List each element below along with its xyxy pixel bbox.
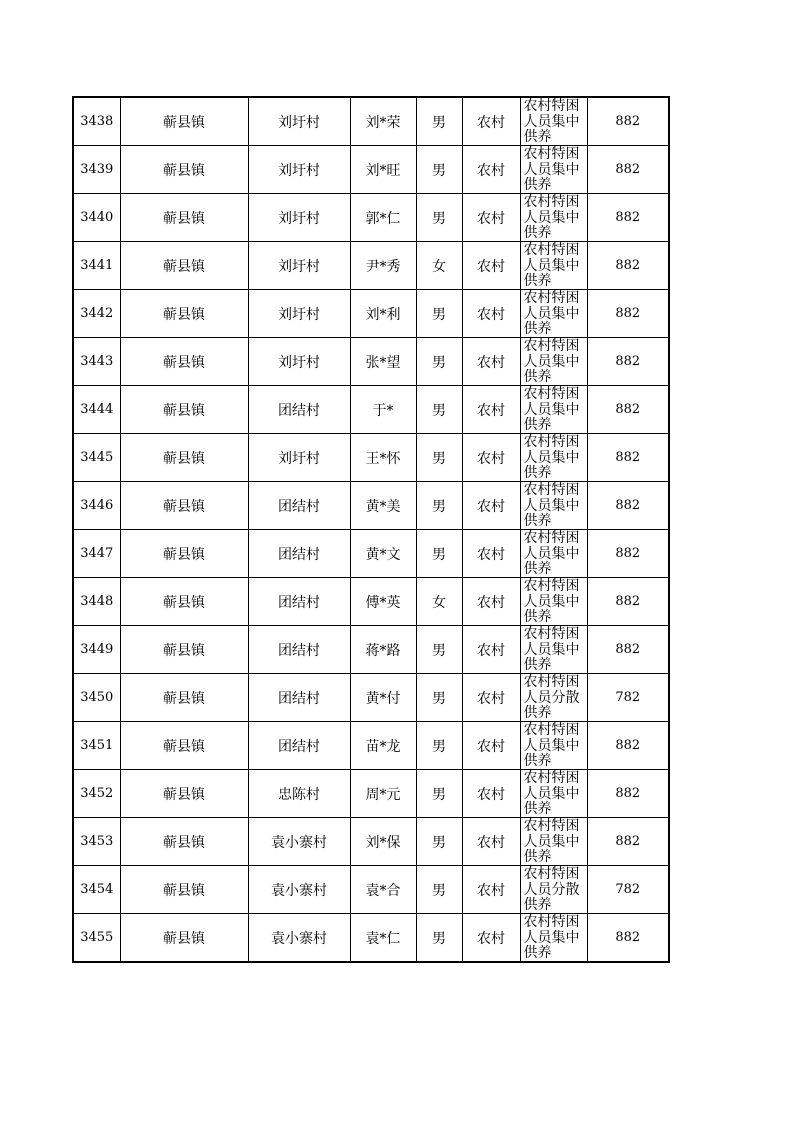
village-cell: 团结村 <box>248 530 350 578</box>
table-row <box>73 770 669 818</box>
support-category-text: 农村特困人员集中供养 <box>523 530 580 577</box>
residence-cell: 农村 <box>462 338 520 386</box>
town-cell: 蕲县镇 <box>120 482 248 530</box>
table-row <box>73 386 669 434</box>
support-category-cell <box>520 434 587 482</box>
support-category-text: 农村特困人员集中供养 <box>523 434 580 481</box>
table-row <box>73 482 669 530</box>
village-cell: 袁小寨村 <box>248 914 350 963</box>
support-category-cell <box>520 482 587 530</box>
name-cell: 周*元 <box>350 770 416 818</box>
amount-cell: 882 <box>587 770 669 818</box>
table-row <box>73 818 669 866</box>
residence-cell: 农村 <box>462 482 520 530</box>
residence-cell: 农村 <box>462 194 520 242</box>
village-cell: 袁小寨村 <box>248 866 350 914</box>
amount-cell: 882 <box>587 194 669 242</box>
gender-cell: 男 <box>416 434 462 482</box>
name-cell: 袁*仁 <box>350 914 416 963</box>
residence-cell: 农村 <box>462 770 520 818</box>
row-id-cell: 3452 <box>73 770 120 818</box>
support-category-text: 农村特困人员集中供养 <box>523 770 580 817</box>
gender-cell: 女 <box>416 578 462 626</box>
support-category-cell <box>520 386 587 434</box>
support-category-cell <box>520 818 587 866</box>
support-category-text: 农村特困人员集中供养 <box>523 242 580 289</box>
name-cell: 袁*合 <box>350 866 416 914</box>
village-cell: 袁小寨村 <box>248 818 350 866</box>
residence-cell: 农村 <box>462 386 520 434</box>
support-category-text: 农村特困人员集中供养 <box>523 338 580 385</box>
residence-cell: 农村 <box>462 674 520 722</box>
gender-cell: 男 <box>416 530 462 578</box>
village-cell: 团结村 <box>248 722 350 770</box>
row-id-cell: 3445 <box>73 434 120 482</box>
row-id-cell: 3447 <box>73 530 120 578</box>
support-category-cell <box>520 194 587 242</box>
support-category-text: 农村特困人员分散供养 <box>523 866 580 913</box>
gender-cell: 男 <box>416 386 462 434</box>
row-id-cell: 3442 <box>73 290 120 338</box>
row-id-cell: 3439 <box>73 146 120 194</box>
village-cell: 刘圩村 <box>248 434 350 482</box>
name-cell: 黄*付 <box>350 674 416 722</box>
amount-cell: 882 <box>587 818 669 866</box>
village-cell: 刘圩村 <box>248 146 350 194</box>
amount-cell: 882 <box>587 914 669 963</box>
village-cell: 团结村 <box>248 578 350 626</box>
row-id-cell: 3441 <box>73 242 120 290</box>
village-cell: 团结村 <box>248 386 350 434</box>
gender-cell: 男 <box>416 770 462 818</box>
support-category-text: 农村特困人员集中供养 <box>523 914 580 961</box>
gender-cell: 男 <box>416 722 462 770</box>
gender-cell: 男 <box>416 818 462 866</box>
row-id-cell: 3453 <box>73 818 120 866</box>
row-id-cell: 3443 <box>73 338 120 386</box>
name-cell: 郭*仁 <box>350 194 416 242</box>
table-row <box>73 674 669 722</box>
amount-cell: 882 <box>587 482 669 530</box>
row-id-cell: 3448 <box>73 578 120 626</box>
amount-cell: 882 <box>587 722 669 770</box>
residence-cell: 农村 <box>462 97 520 146</box>
town-cell: 蕲县镇 <box>120 674 248 722</box>
support-category-cell <box>520 722 587 770</box>
gender-cell: 男 <box>416 97 462 146</box>
support-category-cell <box>520 674 587 722</box>
gender-cell: 男 <box>416 290 462 338</box>
amount-cell: 882 <box>587 290 669 338</box>
table-row <box>73 626 669 674</box>
support-category-text: 农村特困人员集中供养 <box>523 194 580 241</box>
town-cell: 蕲县镇 <box>120 194 248 242</box>
village-cell: 刘圩村 <box>248 290 350 338</box>
table-row <box>73 866 669 914</box>
table-body <box>73 97 669 962</box>
table-row <box>73 242 669 290</box>
residence-cell: 农村 <box>462 818 520 866</box>
amount-cell: 882 <box>587 434 669 482</box>
table-row <box>73 914 669 963</box>
residence-cell: 农村 <box>462 626 520 674</box>
residence-cell: 农村 <box>462 530 520 578</box>
name-cell: 傅*英 <box>350 578 416 626</box>
town-cell: 蕲县镇 <box>120 290 248 338</box>
row-id-cell: 3455 <box>73 914 120 963</box>
support-category-text: 农村特困人员集中供养 <box>523 722 580 769</box>
amount-cell: 782 <box>587 866 669 914</box>
name-cell: 刘*保 <box>350 818 416 866</box>
gender-cell: 男 <box>416 194 462 242</box>
residence-cell: 农村 <box>462 434 520 482</box>
residence-cell: 农村 <box>462 290 520 338</box>
table-row <box>73 146 669 194</box>
amount-cell: 782 <box>587 674 669 722</box>
row-id-cell: 3450 <box>73 674 120 722</box>
row-id-cell: 3444 <box>73 386 120 434</box>
amount-cell: 882 <box>587 146 669 194</box>
beneficiary-table <box>72 96 670 963</box>
town-cell: 蕲县镇 <box>120 386 248 434</box>
name-cell: 尹*秀 <box>350 242 416 290</box>
support-category-text: 农村特困人员集中供养 <box>523 146 580 193</box>
table-row <box>73 290 669 338</box>
support-category-cell <box>520 866 587 914</box>
support-category-cell <box>520 914 587 963</box>
village-cell: 刘圩村 <box>248 194 350 242</box>
residence-cell: 农村 <box>462 866 520 914</box>
gender-cell: 女 <box>416 242 462 290</box>
residence-cell: 农村 <box>462 578 520 626</box>
village-cell: 忠陈村 <box>248 770 350 818</box>
amount-cell: 882 <box>587 626 669 674</box>
amount-cell: 882 <box>587 242 669 290</box>
name-cell: 蒋*路 <box>350 626 416 674</box>
name-cell: 黄*文 <box>350 530 416 578</box>
name-cell: 刘*利 <box>350 290 416 338</box>
support-category-cell <box>520 290 587 338</box>
row-id-cell: 3454 <box>73 866 120 914</box>
village-cell: 刘圩村 <box>248 242 350 290</box>
town-cell: 蕲县镇 <box>120 242 248 290</box>
support-category-text: 农村特困人员集中供养 <box>523 98 580 145</box>
row-id-cell: 3438 <box>73 97 120 146</box>
village-cell: 团结村 <box>248 626 350 674</box>
town-cell: 蕲县镇 <box>120 770 248 818</box>
village-cell: 团结村 <box>248 482 350 530</box>
town-cell: 蕲县镇 <box>120 914 248 963</box>
town-cell: 蕲县镇 <box>120 626 248 674</box>
town-cell: 蕲县镇 <box>120 866 248 914</box>
name-cell: 于* <box>350 386 416 434</box>
town-cell: 蕲县镇 <box>120 722 248 770</box>
gender-cell: 男 <box>416 674 462 722</box>
table-row <box>73 722 669 770</box>
support-category-text: 农村特困人员集中供养 <box>523 290 580 337</box>
table-row <box>73 338 669 386</box>
residence-cell: 农村 <box>462 914 520 963</box>
support-category-cell <box>520 626 587 674</box>
amount-cell: 882 <box>587 578 669 626</box>
name-cell: 黄*美 <box>350 482 416 530</box>
table-row <box>73 530 669 578</box>
residence-cell: 农村 <box>462 146 520 194</box>
support-category-text: 农村特困人员集中供养 <box>523 386 580 433</box>
row-id-cell: 3449 <box>73 626 120 674</box>
town-cell: 蕲县镇 <box>120 338 248 386</box>
amount-cell: 882 <box>587 97 669 146</box>
row-id-cell: 3446 <box>73 482 120 530</box>
table-row <box>73 578 669 626</box>
residence-cell: 农村 <box>462 242 520 290</box>
village-cell: 刘圩村 <box>248 338 350 386</box>
support-category-cell <box>520 530 587 578</box>
name-cell: 王*怀 <box>350 434 416 482</box>
amount-cell: 882 <box>587 338 669 386</box>
village-cell: 刘圩村 <box>248 97 350 146</box>
village-cell: 团结村 <box>248 674 350 722</box>
row-id-cell: 3451 <box>73 722 120 770</box>
table-row <box>73 194 669 242</box>
support-category-text: 农村特困人员分散供养 <box>523 674 580 721</box>
support-category-cell <box>520 242 587 290</box>
support-category-text: 农村特困人员集中供养 <box>523 818 580 865</box>
gender-cell: 男 <box>416 866 462 914</box>
support-category-text: 农村特困人员集中供养 <box>523 578 580 625</box>
town-cell: 蕲县镇 <box>120 434 248 482</box>
name-cell: 刘*旺 <box>350 146 416 194</box>
gender-cell: 男 <box>416 482 462 530</box>
residence-cell: 农村 <box>462 722 520 770</box>
support-category-cell <box>520 146 587 194</box>
town-cell: 蕲县镇 <box>120 530 248 578</box>
amount-cell: 882 <box>587 530 669 578</box>
support-category-cell <box>520 770 587 818</box>
name-cell: 张*望 <box>350 338 416 386</box>
gender-cell: 男 <box>416 338 462 386</box>
gender-cell: 男 <box>416 146 462 194</box>
support-category-text: 农村特困人员集中供养 <box>523 626 580 673</box>
support-category-cell <box>520 338 587 386</box>
town-cell: 蕲县镇 <box>120 818 248 866</box>
gender-cell: 男 <box>416 626 462 674</box>
support-category-cell <box>520 97 587 146</box>
support-category-text: 农村特困人员集中供养 <box>523 482 580 529</box>
town-cell: 蕲县镇 <box>120 97 248 146</box>
support-category-cell <box>520 578 587 626</box>
name-cell: 苗*龙 <box>350 722 416 770</box>
gender-cell: 男 <box>416 914 462 963</box>
town-cell: 蕲县镇 <box>120 146 248 194</box>
table-row <box>73 97 669 146</box>
table-row <box>73 434 669 482</box>
amount-cell: 882 <box>587 386 669 434</box>
row-id-cell: 3440 <box>73 194 120 242</box>
name-cell: 刘*荣 <box>350 97 416 146</box>
town-cell: 蕲县镇 <box>120 578 248 626</box>
